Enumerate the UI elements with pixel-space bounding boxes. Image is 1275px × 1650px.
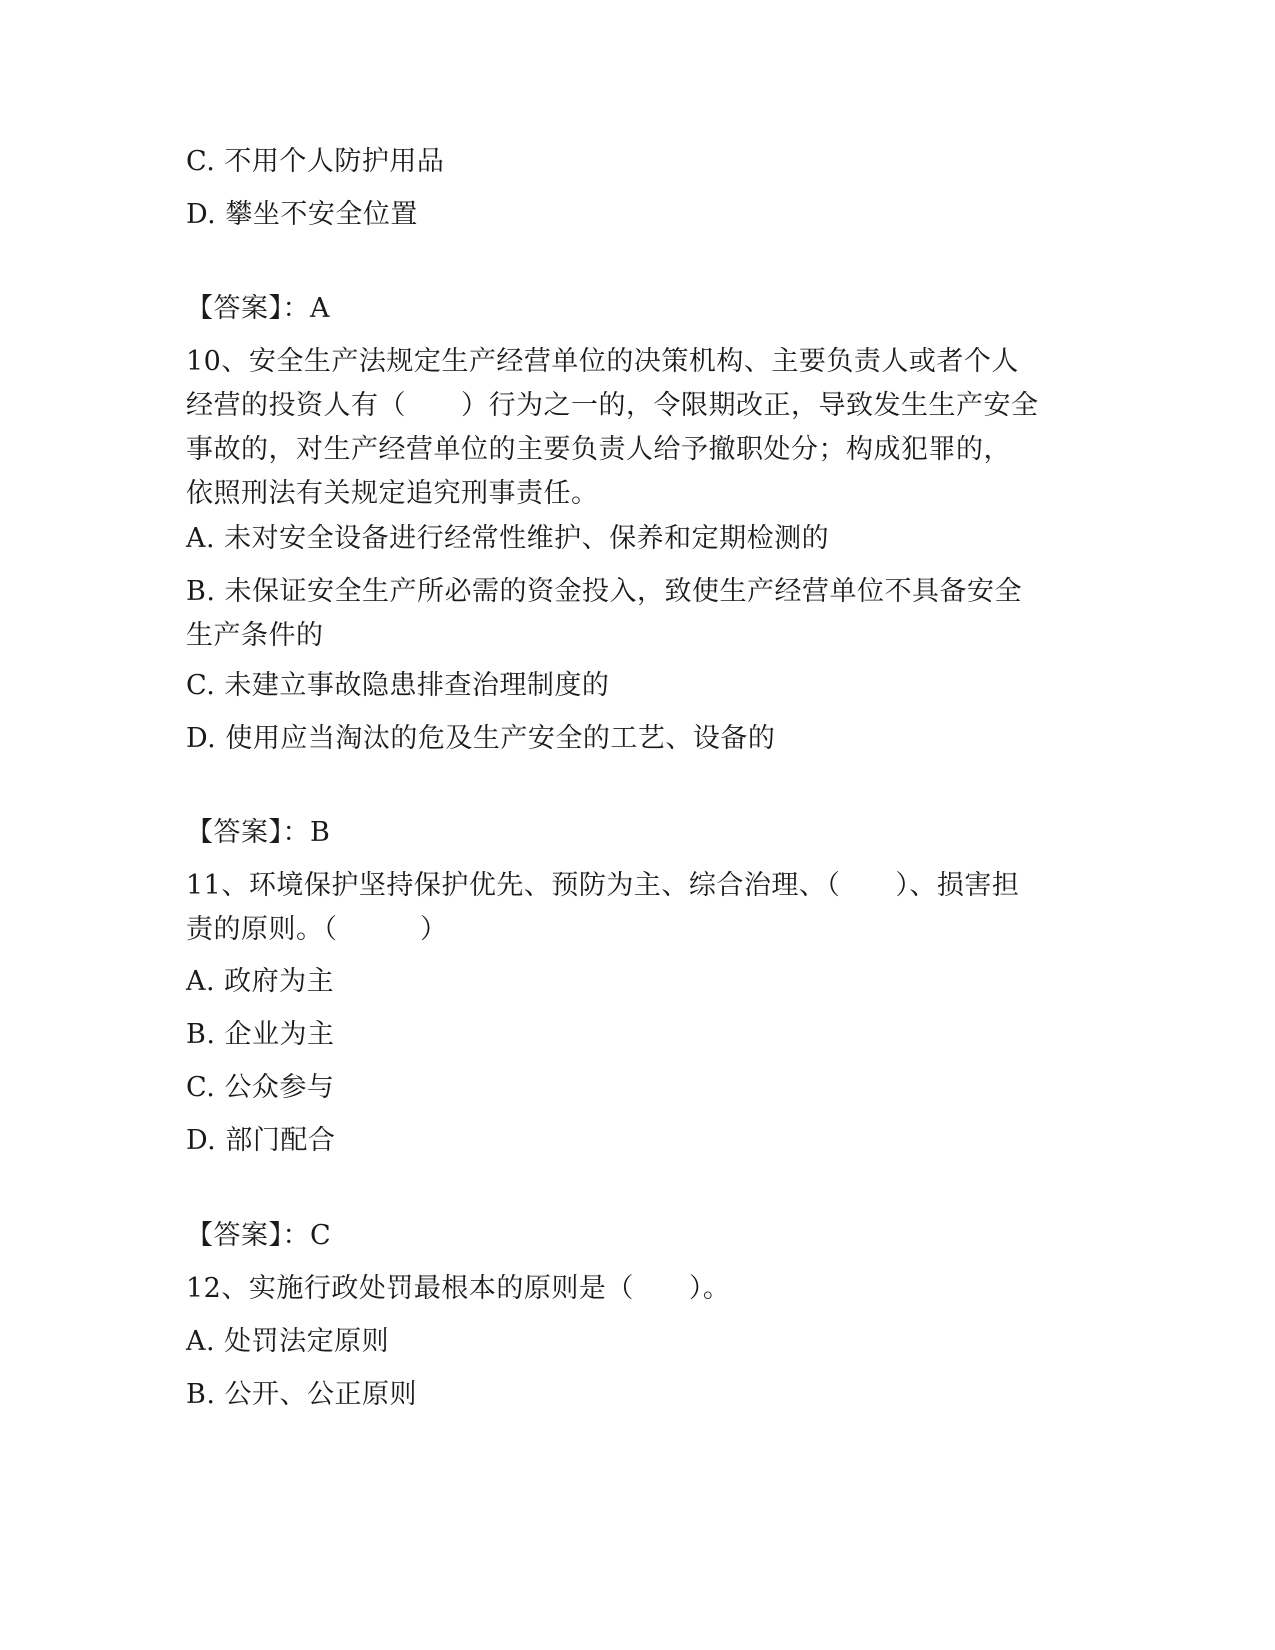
q10-answer: 【答案】：B [186, 817, 331, 848]
q11-answer: 【答案】：C [186, 1220, 332, 1251]
q10-stem-line: 经营的投资人有（ ）行为之一的，令限期改正，导致发生生产安全 [186, 390, 1039, 421]
q11-option-d: D. 部门配合 [186, 1125, 336, 1156]
q10-option-d: D. 使用应当淘汰的危及生产安全的工艺、设备的 [186, 723, 776, 754]
q10-option-a: A. 未对安全设备进行经常性维护、保养和定期检测的 [186, 523, 830, 554]
q11-option-c: C. 公众参与 [186, 1072, 335, 1103]
q12-stem: 12、实施行政处罚最根本的原则是（ ）。 [186, 1273, 731, 1304]
q10-option-c: C. 未建立事故隐患排查治理制度的 [186, 670, 610, 701]
prev-option-d: D. 攀坐不安全位置 [186, 199, 418, 230]
q11-option-b: B. 企业为主 [186, 1019, 335, 1050]
q10-stem-line: 10、安全生产法规定生产经营单位的决策机构、主要负责人或者个人 [186, 346, 1019, 377]
q10-stem [186, 340, 1076, 516]
q11-option-a: A. 政府为主 [186, 966, 335, 997]
prev-option-c: C. 不用个人防护用品 [186, 146, 445, 177]
q10-option-b-line: B. 未保证安全生产所必需的资金投入，致使生产经营单位不具备安全 [186, 576, 1023, 607]
q12-option-a: A. 处罚法定原则 [186, 1326, 390, 1357]
q10-stem-line: 事故的，对生产经营单位的主要负责人给予撤职处分；构成犯罪的， [186, 434, 1011, 465]
q12-option-b: B. 公开、公正原则 [186, 1379, 418, 1410]
q10-option-b-line: 生产条件的 [186, 620, 324, 651]
q10-option-b [186, 570, 1076, 658]
q11-stem-line: 11、环境保护坚持保护优先、预防为主、综合治理、（ ）、损害担 [186, 870, 1020, 901]
prev-answer: 【答案】：A [186, 293, 330, 324]
q10-stem-line: 依照刑法有关规定追究刑事责任。 [186, 478, 599, 509]
q11-stem [186, 864, 1076, 952]
q11-stem-line: 责的原则。（ ） [186, 914, 448, 945]
